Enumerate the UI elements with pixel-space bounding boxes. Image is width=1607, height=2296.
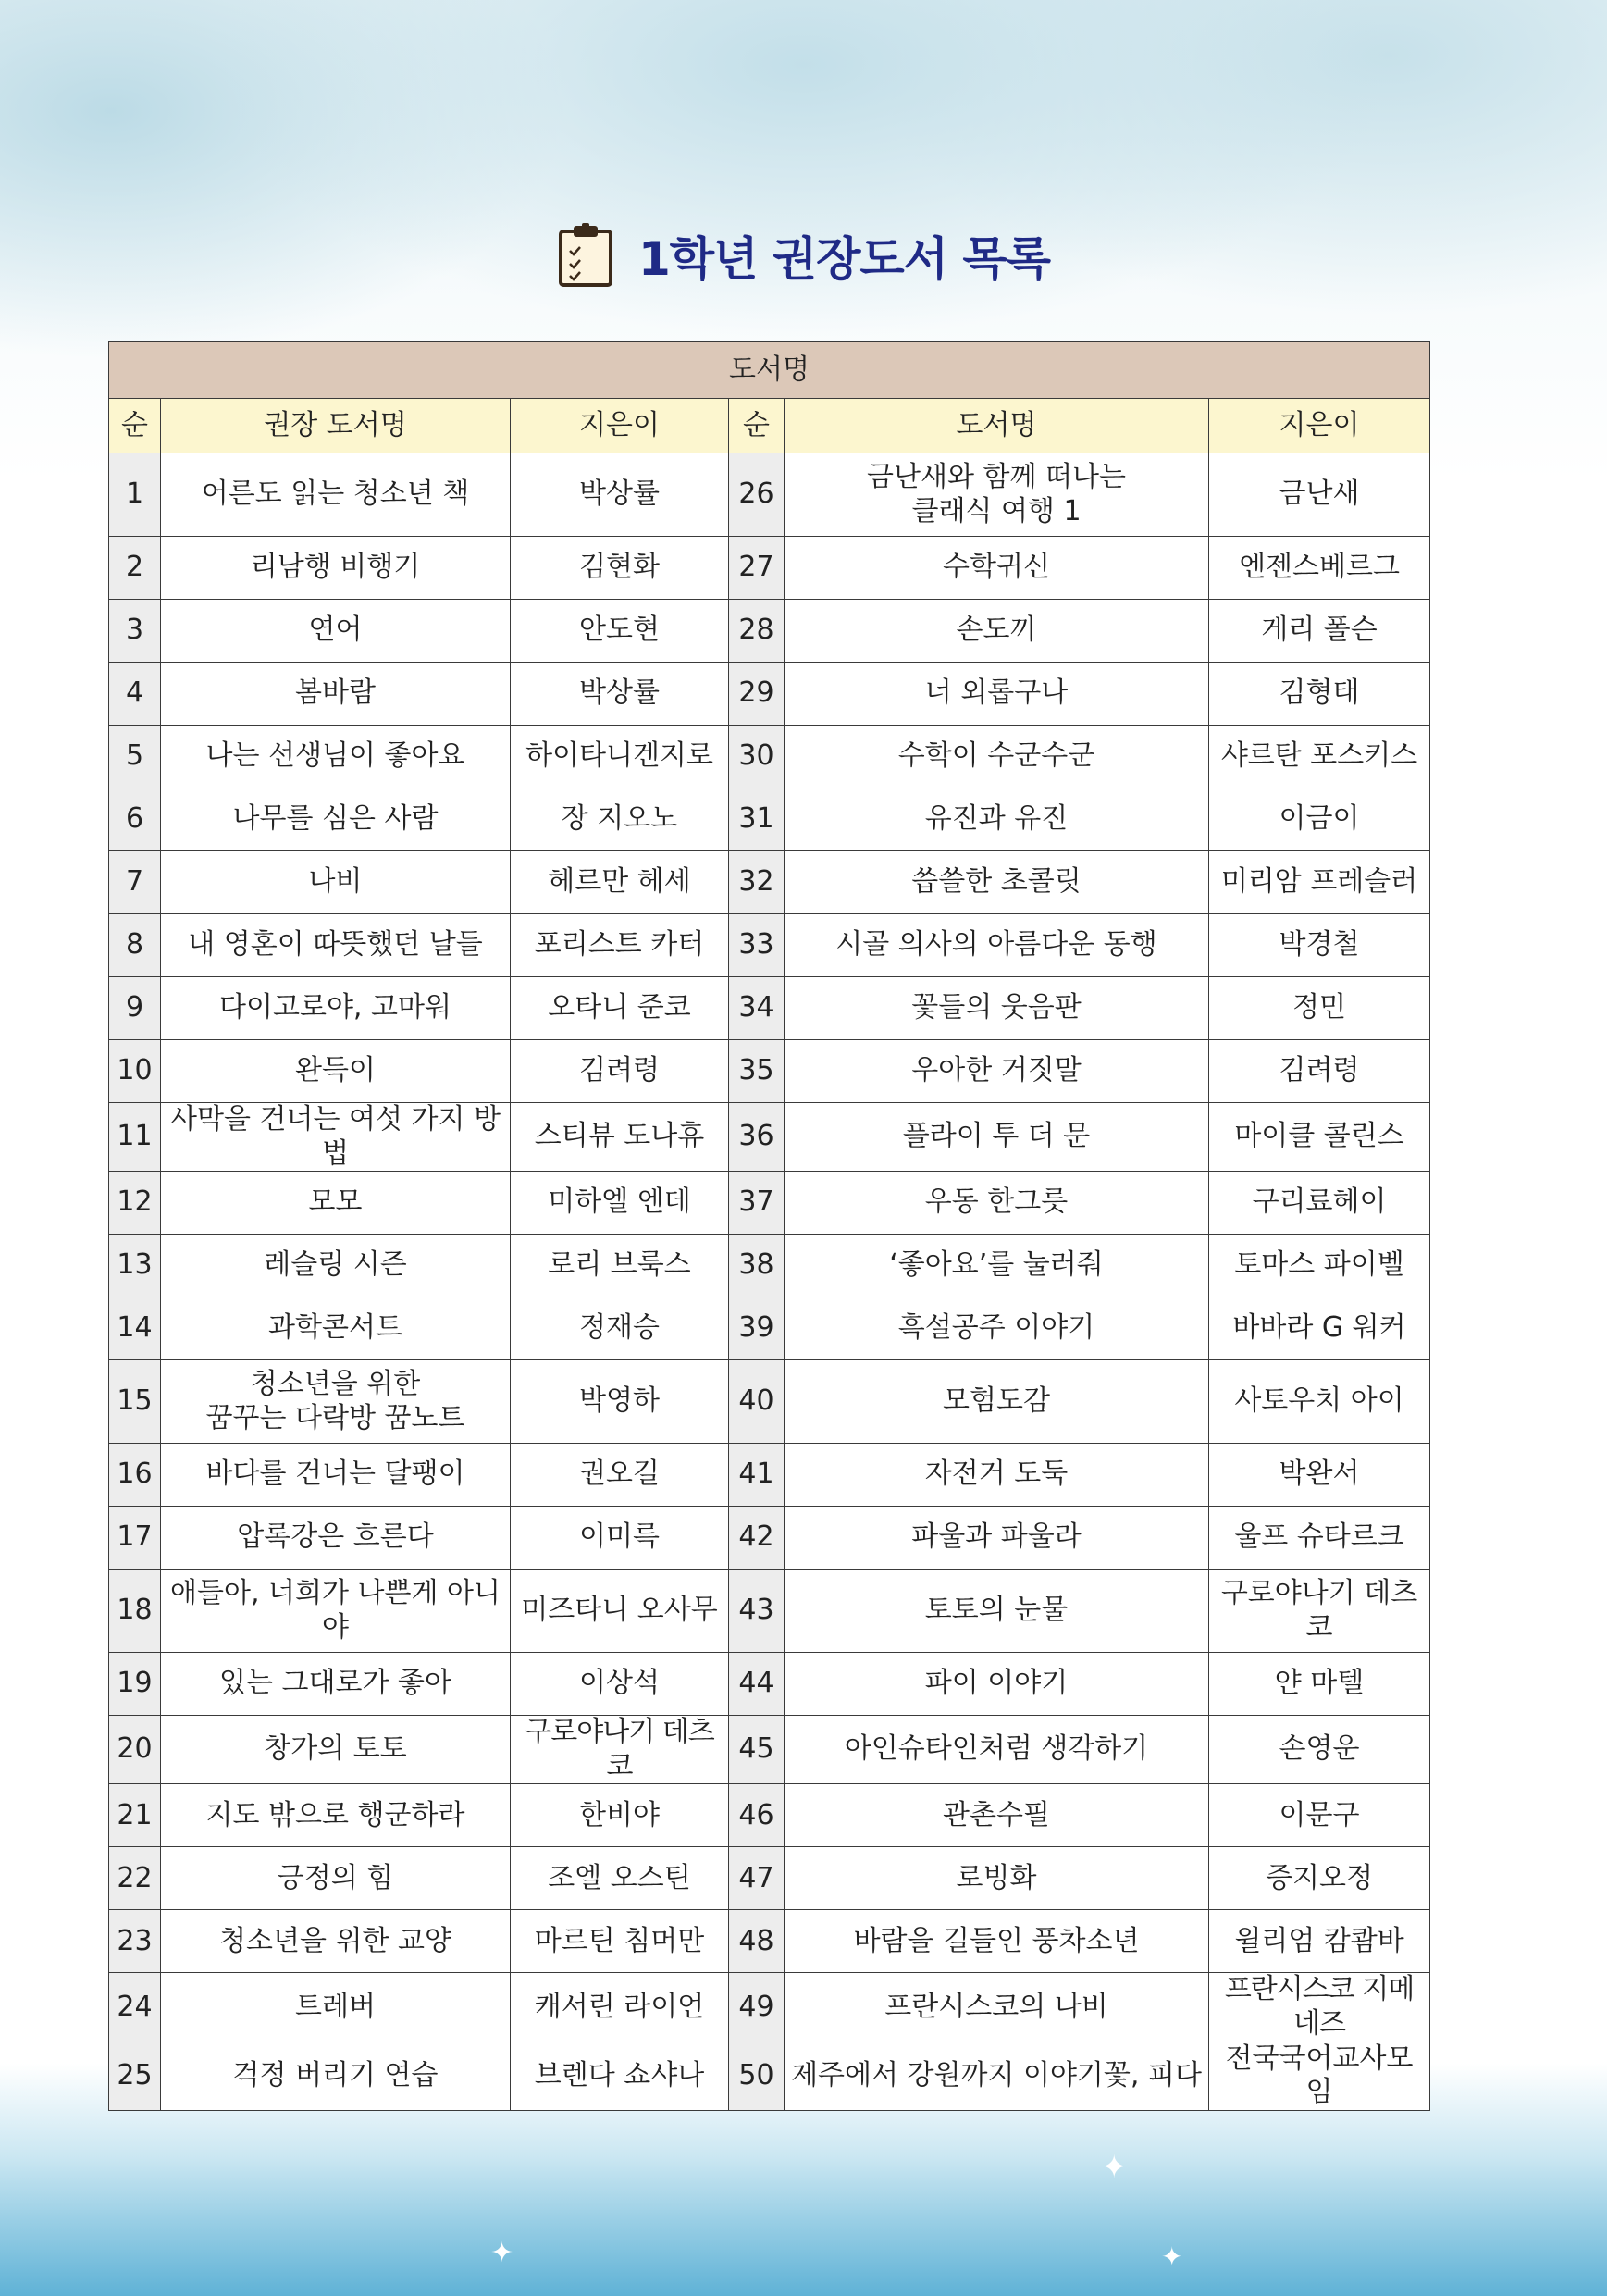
book-author: 박상률 (511, 663, 729, 726)
book-title: 우아한 거짓말 (785, 1040, 1209, 1103)
book-title: 리남행 비행기 (161, 537, 511, 600)
book-author: 윌리엄 캄쾀바 (1209, 1910, 1430, 1973)
book-title: 긍정의 힘 (161, 1847, 511, 1910)
section-header: 도서명 (109, 342, 1430, 399)
table-row (109, 663, 1430, 726)
book-author: 금난새 (1209, 453, 1430, 537)
table-row (109, 537, 1430, 600)
book-title: 창가의 토토 (161, 1716, 511, 1784)
book-title: 우동 한그릇 (785, 1172, 1209, 1235)
column-header-author: 지은이 (1209, 399, 1430, 453)
table-row (109, 1716, 1430, 1784)
table-row (109, 1570, 1430, 1653)
table-row (109, 1360, 1430, 1444)
book-title: 금난새와 함께 떠나는 클래식 여행 1 (785, 453, 1209, 537)
book-author: 포리스트 카터 (511, 914, 729, 977)
book-number: 49 (729, 1973, 785, 2042)
book-author: 이미륵 (511, 1507, 729, 1570)
book-number: 47 (729, 1847, 785, 1910)
book-author: 권오길 (511, 1444, 729, 1507)
book-number: 5 (109, 726, 161, 788)
table-row (109, 1653, 1430, 1716)
book-title: 완득이 (161, 1040, 511, 1103)
book-title: 파이 이야기 (785, 1653, 1209, 1716)
book-author: 안도현 (511, 600, 729, 663)
book-title: 바람을 길들인 풍차소년 (785, 1910, 1209, 1973)
table-row (109, 1847, 1430, 1910)
book-number: 2 (109, 537, 161, 600)
table-row (109, 1784, 1430, 1847)
book-author: 이금이 (1209, 788, 1430, 851)
book-author: 장 지오노 (511, 788, 729, 851)
sparkle-decoration: ✦ (1161, 2241, 1183, 2272)
book-author: 증지오정 (1209, 1847, 1430, 1910)
book-author: 오타니 준코 (511, 977, 729, 1040)
book-number: 28 (729, 600, 785, 663)
book-number: 8 (109, 914, 161, 977)
book-title: 프란시스코의 나비 (785, 1973, 1209, 2042)
book-author: 사토우치 아이 (1209, 1360, 1430, 1444)
book-number: 3 (109, 600, 161, 663)
book-title: 아인슈타인처럼 생각하기 (785, 1716, 1209, 1784)
book-title: 있는 그대로가 좋아 (161, 1653, 511, 1716)
book-number: 9 (109, 977, 161, 1040)
book-number: 43 (729, 1570, 785, 1653)
table-row (109, 1444, 1430, 1507)
book-number: 30 (729, 726, 785, 788)
sparkle-decoration: ✦ (1101, 2149, 1128, 2186)
book-author: 헤르만 헤세 (511, 851, 729, 914)
book-author: 조엘 오스틴 (511, 1847, 729, 1910)
book-number: 40 (729, 1360, 785, 1444)
book-author: 로리 브룩스 (511, 1235, 729, 1297)
book-author: 김려령 (1209, 1040, 1430, 1103)
table-row (109, 1172, 1430, 1235)
book-title: 모모 (161, 1172, 511, 1235)
table-row (109, 1103, 1430, 1172)
book-title: 꽃들의 웃음판 (785, 977, 1209, 1040)
book-author: 손영운 (1209, 1716, 1430, 1784)
book-number: 21 (109, 1784, 161, 1847)
book-number: 50 (729, 2042, 785, 2110)
column-header-author: 지은이 (511, 399, 729, 453)
book-title: 너 외롭구나 (785, 663, 1209, 726)
book-author: 미즈타니 오사무 (511, 1570, 729, 1653)
book-author: 정민 (1209, 977, 1430, 1040)
book-author: 박상률 (511, 453, 729, 537)
book-title: 수학이 수군수군 (785, 726, 1209, 788)
book-author: 정재승 (511, 1297, 729, 1360)
book-author: 얀 마텔 (1209, 1653, 1430, 1716)
book-title: 연어 (161, 600, 511, 663)
book-title: 모험도감 (785, 1360, 1209, 1444)
table-row (109, 914, 1430, 977)
book-title: 나는 선생님이 좋아요 (161, 726, 511, 788)
book-author: 마이클 콜린스 (1209, 1103, 1430, 1172)
book-title: 애들아, 너희가 나쁜게 아니야 (161, 1570, 511, 1653)
book-author: 프란시스코 지메네즈 (1209, 1973, 1430, 2042)
book-title: 사막을 건너는 여섯 가지 방법 (161, 1103, 511, 1172)
table-row (109, 726, 1430, 788)
book-number: 36 (729, 1103, 785, 1172)
book-author: 미하엘 엔데 (511, 1172, 729, 1235)
book-number: 38 (729, 1235, 785, 1297)
book-author: 바바라 G 워커 (1209, 1297, 1430, 1360)
book-author: 김형태 (1209, 663, 1430, 726)
table-row (109, 1507, 1430, 1570)
table-row (109, 977, 1430, 1040)
column-header-row (109, 399, 1430, 453)
book-number: 39 (729, 1297, 785, 1360)
table-row (109, 1235, 1430, 1297)
column-header-number: 순 (729, 399, 785, 453)
book-number: 14 (109, 1297, 161, 1360)
table-row (109, 600, 1430, 663)
book-number: 32 (729, 851, 785, 914)
book-title: 나무를 심은 사람 (161, 788, 511, 851)
book-number: 12 (109, 1172, 161, 1235)
table-row (109, 1973, 1430, 2042)
book-number: 13 (109, 1235, 161, 1297)
book-number: 35 (729, 1040, 785, 1103)
book-title: 어른도 읽는 청소년 책 (161, 453, 511, 537)
book-title: 나비 (161, 851, 511, 914)
table-row (109, 453, 1430, 537)
book-author: 브렌다 쇼샤나 (511, 2042, 729, 2110)
book-title: 파울과 파울라 (785, 1507, 1209, 1570)
book-title: 내 영혼이 따뜻했던 날들 (161, 914, 511, 977)
book-number: 46 (729, 1784, 785, 1847)
book-title: 바다를 건너는 달팽이 (161, 1444, 511, 1507)
book-author: 한비야 (511, 1784, 729, 1847)
book-author: 구리료헤이 (1209, 1172, 1430, 1235)
book-number: 31 (729, 788, 785, 851)
book-author: 미리암 프레슬러 (1209, 851, 1430, 914)
book-title: 손도끼 (785, 600, 1209, 663)
table-row (109, 2042, 1430, 2110)
book-author: 스티뷰 도나휴 (511, 1103, 729, 1172)
sparkle-decoration: ✦ (1550, 1834, 1581, 1877)
book-number: 19 (109, 1653, 161, 1716)
book-author: 김현화 (511, 537, 729, 600)
book-number: 48 (729, 1910, 785, 1973)
book-author: 전국국어교사모임 (1209, 2042, 1430, 2110)
book-number: 27 (729, 537, 785, 600)
book-number: 4 (109, 663, 161, 726)
book-author: 마르틴 침머만 (511, 1910, 729, 1973)
book-number: 7 (109, 851, 161, 914)
book-author: 김려령 (511, 1040, 729, 1103)
column-header-title: 도서명 (785, 399, 1209, 453)
book-author: 박영하 (511, 1360, 729, 1444)
book-title: 압록강은 흐른다 (161, 1507, 511, 1570)
book-author: 토마스 파이벨 (1209, 1235, 1430, 1297)
page-heading (0, 222, 1607, 289)
column-header-number: 순 (109, 399, 161, 453)
book-title: 청소년을 위한 꿈꾸는 다락방 꿈노트 (161, 1360, 511, 1444)
book-number: 10 (109, 1040, 161, 1103)
book-title: 청소년을 위한 교양 (161, 1910, 511, 1973)
clipboard-checklist-icon (557, 223, 614, 288)
book-number: 18 (109, 1570, 161, 1653)
book-title: 수학귀신 (785, 537, 1209, 600)
book-author: 박완서 (1209, 1444, 1430, 1507)
book-author: 구로야나기 데츠코 (511, 1716, 729, 1784)
book-author: 하이타니겐지로 (511, 726, 729, 788)
book-title: 자전거 도둑 (785, 1444, 1209, 1507)
book-number: 23 (109, 1910, 161, 1973)
table-row (109, 1910, 1430, 1973)
book-number: 15 (109, 1360, 161, 1444)
book-number: 42 (729, 1507, 785, 1570)
book-author: 게리 폴슨 (1209, 600, 1430, 663)
book-title: 제주에서 강원까지 이야기꽃, 피다 (785, 2042, 1209, 2110)
book-number: 22 (109, 1847, 161, 1910)
table-row (109, 788, 1430, 851)
book-number: 33 (729, 914, 785, 977)
book-number: 17 (109, 1507, 161, 1570)
book-title: 트레버 (161, 1973, 511, 2042)
book-title: 유진과 유진 (785, 788, 1209, 851)
book-number: 26 (729, 453, 785, 537)
book-title: 씁쓸한 초콜릿 (785, 851, 1209, 914)
book-number: 24 (109, 1973, 161, 2042)
book-title: 다이고로야, 고마워 (161, 977, 511, 1040)
book-title: 봄바람 (161, 663, 511, 726)
book-author: 엔젠스베르그 (1209, 537, 1430, 600)
book-number: 20 (109, 1716, 161, 1784)
book-number: 44 (729, 1653, 785, 1716)
book-author: 울프 슈타르크 (1209, 1507, 1430, 1570)
table-row (109, 1297, 1430, 1360)
book-title: ‘좋아요’를 눌러줘 (785, 1235, 1209, 1297)
book-number: 34 (729, 977, 785, 1040)
book-author: 이상석 (511, 1653, 729, 1716)
book-title: 흑설공주 이야기 (785, 1297, 1209, 1360)
book-number: 37 (729, 1172, 785, 1235)
book-author: 캐서린 라이언 (511, 1973, 729, 2042)
book-author: 구로야나기 데츠 코 (1209, 1570, 1430, 1653)
book-number: 25 (109, 2042, 161, 2110)
book-title: 지도 밖으로 행군하라 (161, 1784, 511, 1847)
book-title: 관촌수필 (785, 1784, 1209, 1847)
book-title: 걱정 버리기 연습 (161, 2042, 511, 2110)
column-header-title: 권장 도서명 (161, 399, 511, 453)
book-author: 박경철 (1209, 914, 1430, 977)
book-title: 레슬링 시즌 (161, 1235, 511, 1297)
book-number: 16 (109, 1444, 161, 1507)
book-author: 이문구 (1209, 1784, 1430, 1847)
book-title: 시골 의사의 아름다운 동행 (785, 914, 1209, 977)
book-title: 과학콘서트 (161, 1297, 511, 1360)
book-list-table (108, 341, 1430, 2111)
table-row (109, 1040, 1430, 1103)
page-title: 1학년 권장도서 목록 (637, 232, 1050, 286)
book-number: 1 (109, 453, 161, 537)
sparkle-decoration: ✦ (1517, 1923, 1538, 1951)
sparkle-decoration: ✦ (490, 2237, 514, 2269)
book-author: 샤르탄 포스키스 (1209, 726, 1430, 788)
table-row (109, 851, 1430, 914)
book-number: 29 (729, 663, 785, 726)
book-title: 플라이 투 더 문 (785, 1103, 1209, 1172)
book-rows (109, 453, 1430, 2111)
book-number: 45 (729, 1716, 785, 1784)
book-number: 6 (109, 788, 161, 851)
book-title: 로빙화 (785, 1847, 1209, 1910)
book-number: 41 (729, 1444, 785, 1507)
book-number: 11 (109, 1103, 161, 1172)
book-title: 토토의 눈물 (785, 1570, 1209, 1653)
